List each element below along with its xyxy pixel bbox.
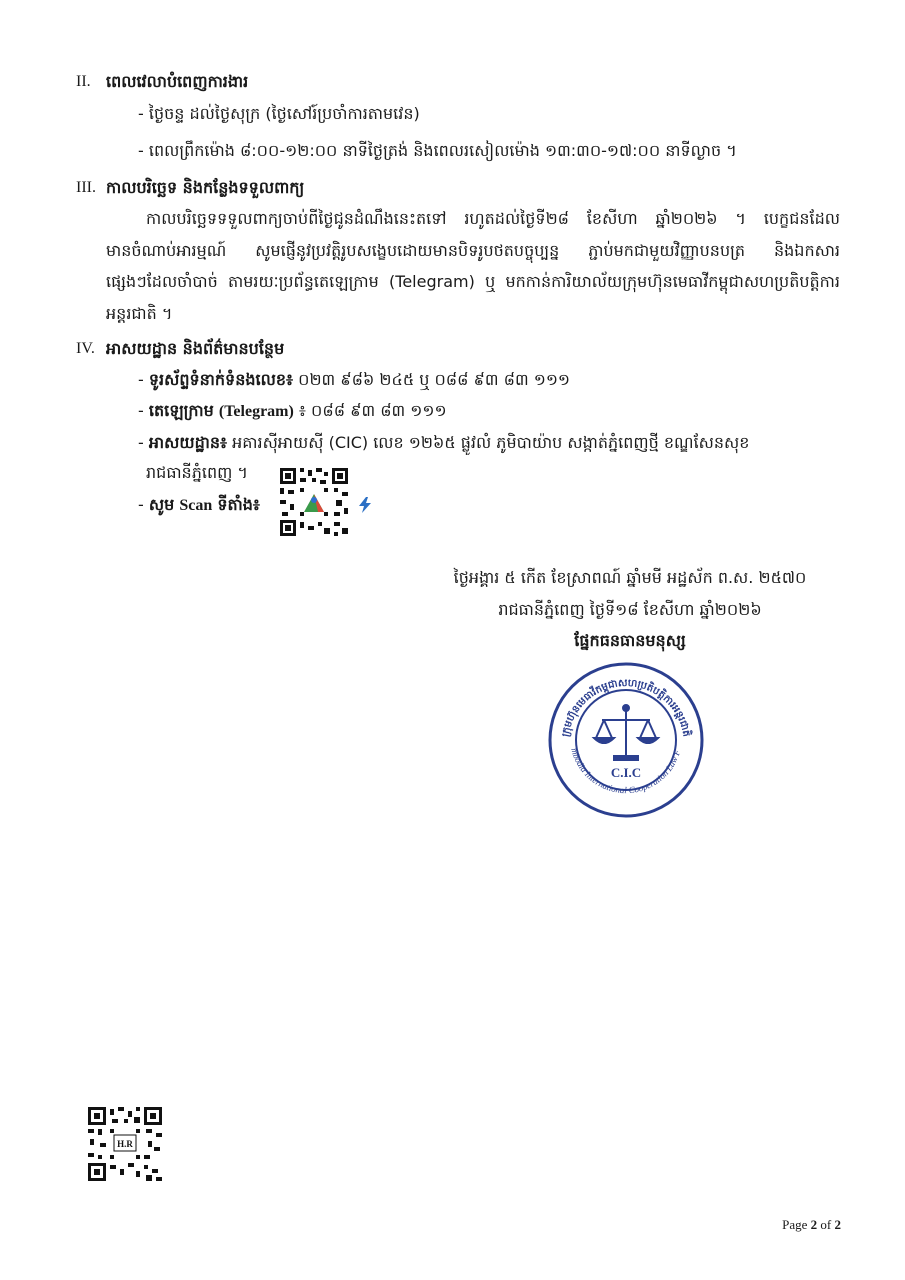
telegram-label: តេឡេក្រាម bbox=[148, 401, 214, 420]
footer-current-page: 2 bbox=[810, 1217, 818, 1232]
scan-label-rest: ទីតាំង៖ bbox=[217, 495, 260, 514]
company-seal bbox=[546, 660, 706, 824]
scales-icon bbox=[594, 705, 658, 760]
address-line-2: រាជធានីភ្នំពេញ ។ bbox=[146, 463, 248, 482]
section-3-title: កាលបរិច្ឆេទ និងកន្លែងទទួលពាក្យ bbox=[106, 178, 305, 197]
telegram-dash: - bbox=[138, 401, 144, 420]
hr-qr-label: H.R bbox=[117, 1139, 133, 1149]
section-3-paragraph-line-3: ផ្សេងៗដែលចាំបាច់ តាមរយៈប្រព័ន្ធតេឡេក្រាម (Telegram) ឬ មកកាន់ការិយាល័យក្រុមហ៊ុនមេធាវីកម្ពុជាសហប្រតិបត្តិការ bbox=[106, 272, 840, 291]
section-2-item-2: - ពេលព្រឹកម៉ោង ៨:០០-១២:០០ នាទីថ្ងៃត្រង់ និងពេលរសៀលម៉ោង ១៣:៣០-១៧:០០ នាទីល្ងាច ។ bbox=[138, 141, 737, 160]
phone-dash: - bbox=[138, 370, 144, 389]
location-qr-code[interactable] bbox=[278, 466, 350, 538]
phone-label: ទូរស័ព្ទទំនាក់ទំនងលេខ៖ bbox=[148, 370, 294, 389]
section-3-paragraph-line-2: មានចំណាប់អារម្មណ៍ សូមផ្ញើនូវប្រវត្តិរូបសង្ខេបដោយមានបិទរូបថតបច្ចុប្បន្ន ភ្ជាប់មកជាមួយវិញ្ញាបនបត្រ និងឯកសារ bbox=[106, 241, 840, 260]
qr-code-icon bbox=[88, 1107, 162, 1181]
scan-label-kh: សូម bbox=[148, 495, 175, 514]
lunar-date: ថ្ងៃអង្គារ ៥ កើត ខែស្រាពណ៍ ឆ្នាំមមី អដ្ឋស័ក ព.ស. ២៥៧០ bbox=[453, 568, 807, 587]
seal-text-en: mbodia International Cooperation Law F bbox=[569, 746, 683, 796]
address-value-1: អគារស៊ីអាយស៊ី (CIC) លេខ ១២៦៥ ផ្លូវលំ ភូមិបាយ៉ាប សង្កាត់ភ្នំពេញថ្មី ខណ្ឌសែនសុខ bbox=[232, 433, 750, 452]
address-label: អាសយដ្ឋាន៖ bbox=[148, 433, 227, 452]
scan-line bbox=[138, 494, 260, 517]
footer-of: of bbox=[820, 1217, 832, 1232]
phone-value: ០២៣ ៩៨៦ ២៤៥ ឬ ០៨៨ ៩៣ ៨៣ ១១១ bbox=[298, 370, 571, 389]
telegram-value: ៖ ០៨៨ ៩៣ ៨៣ ១១១ bbox=[298, 401, 447, 420]
section-2-item-1: - ថ្ងៃចន្ទ ដល់ថ្ងៃសុក្រ (ថ្ងៃសៅរ៍ប្រចាំការតាមវេន) bbox=[138, 104, 420, 123]
section-4-number: IV. bbox=[76, 340, 95, 357]
telegram-line bbox=[138, 400, 447, 423]
qr-code-icon bbox=[278, 466, 350, 538]
scan-dash: - bbox=[138, 495, 144, 514]
section-2-title: ពេលវេលាបំពេញការងារ bbox=[106, 72, 249, 91]
hr-qr-code[interactable] bbox=[88, 1107, 162, 1181]
footer-total-pages: 2 bbox=[834, 1217, 841, 1232]
section-4-title: អាសយដ្ឋាន និងព័ត៌មានបន្ថែម bbox=[106, 339, 285, 358]
telegram-latin-label: (Telegram) bbox=[218, 403, 294, 420]
section-2-number: II. bbox=[76, 73, 91, 90]
address-dash: - bbox=[138, 433, 144, 452]
seal-stamp bbox=[546, 660, 706, 820]
page-footer bbox=[782, 1217, 841, 1233]
scan-label-latin: Scan bbox=[179, 497, 213, 514]
section-3-number: III. bbox=[76, 179, 96, 196]
section-3-paragraph-line-4: អន្តរជាតិ ។ bbox=[106, 304, 173, 323]
solar-date: រាជធានីភ្នំពេញ ថ្ងៃទី១៨ ខែសីហា ឆ្នាំ២០២៦ bbox=[498, 600, 762, 619]
phone-line bbox=[138, 369, 570, 391]
department-name: ផ្នែកធនធានមនុស្ស bbox=[574, 631, 686, 650]
seal-center-text: C.I.C bbox=[610, 765, 642, 780]
section-3-paragraph-line-1: កាលបរិច្ឆេទទទួលពាក្យចាប់ពីថ្ងៃជូនដំណឹងនេះតទៅ រហូតដល់ថ្ងៃទី២៨ ខែសីហា ឆ្នាំ២០២៦ ។ បេក្ខជនដែល bbox=[146, 209, 840, 228]
lightning-icon bbox=[356, 496, 374, 514]
seal-text-kh: ក្រុមហ៊ុនមេធាវីកម្ពុជាសហប្រតិបត្តិការអន្តរជាតិ bbox=[560, 677, 692, 738]
address-line-1 bbox=[138, 432, 749, 454]
footer-prefix: Page bbox=[782, 1217, 808, 1232]
